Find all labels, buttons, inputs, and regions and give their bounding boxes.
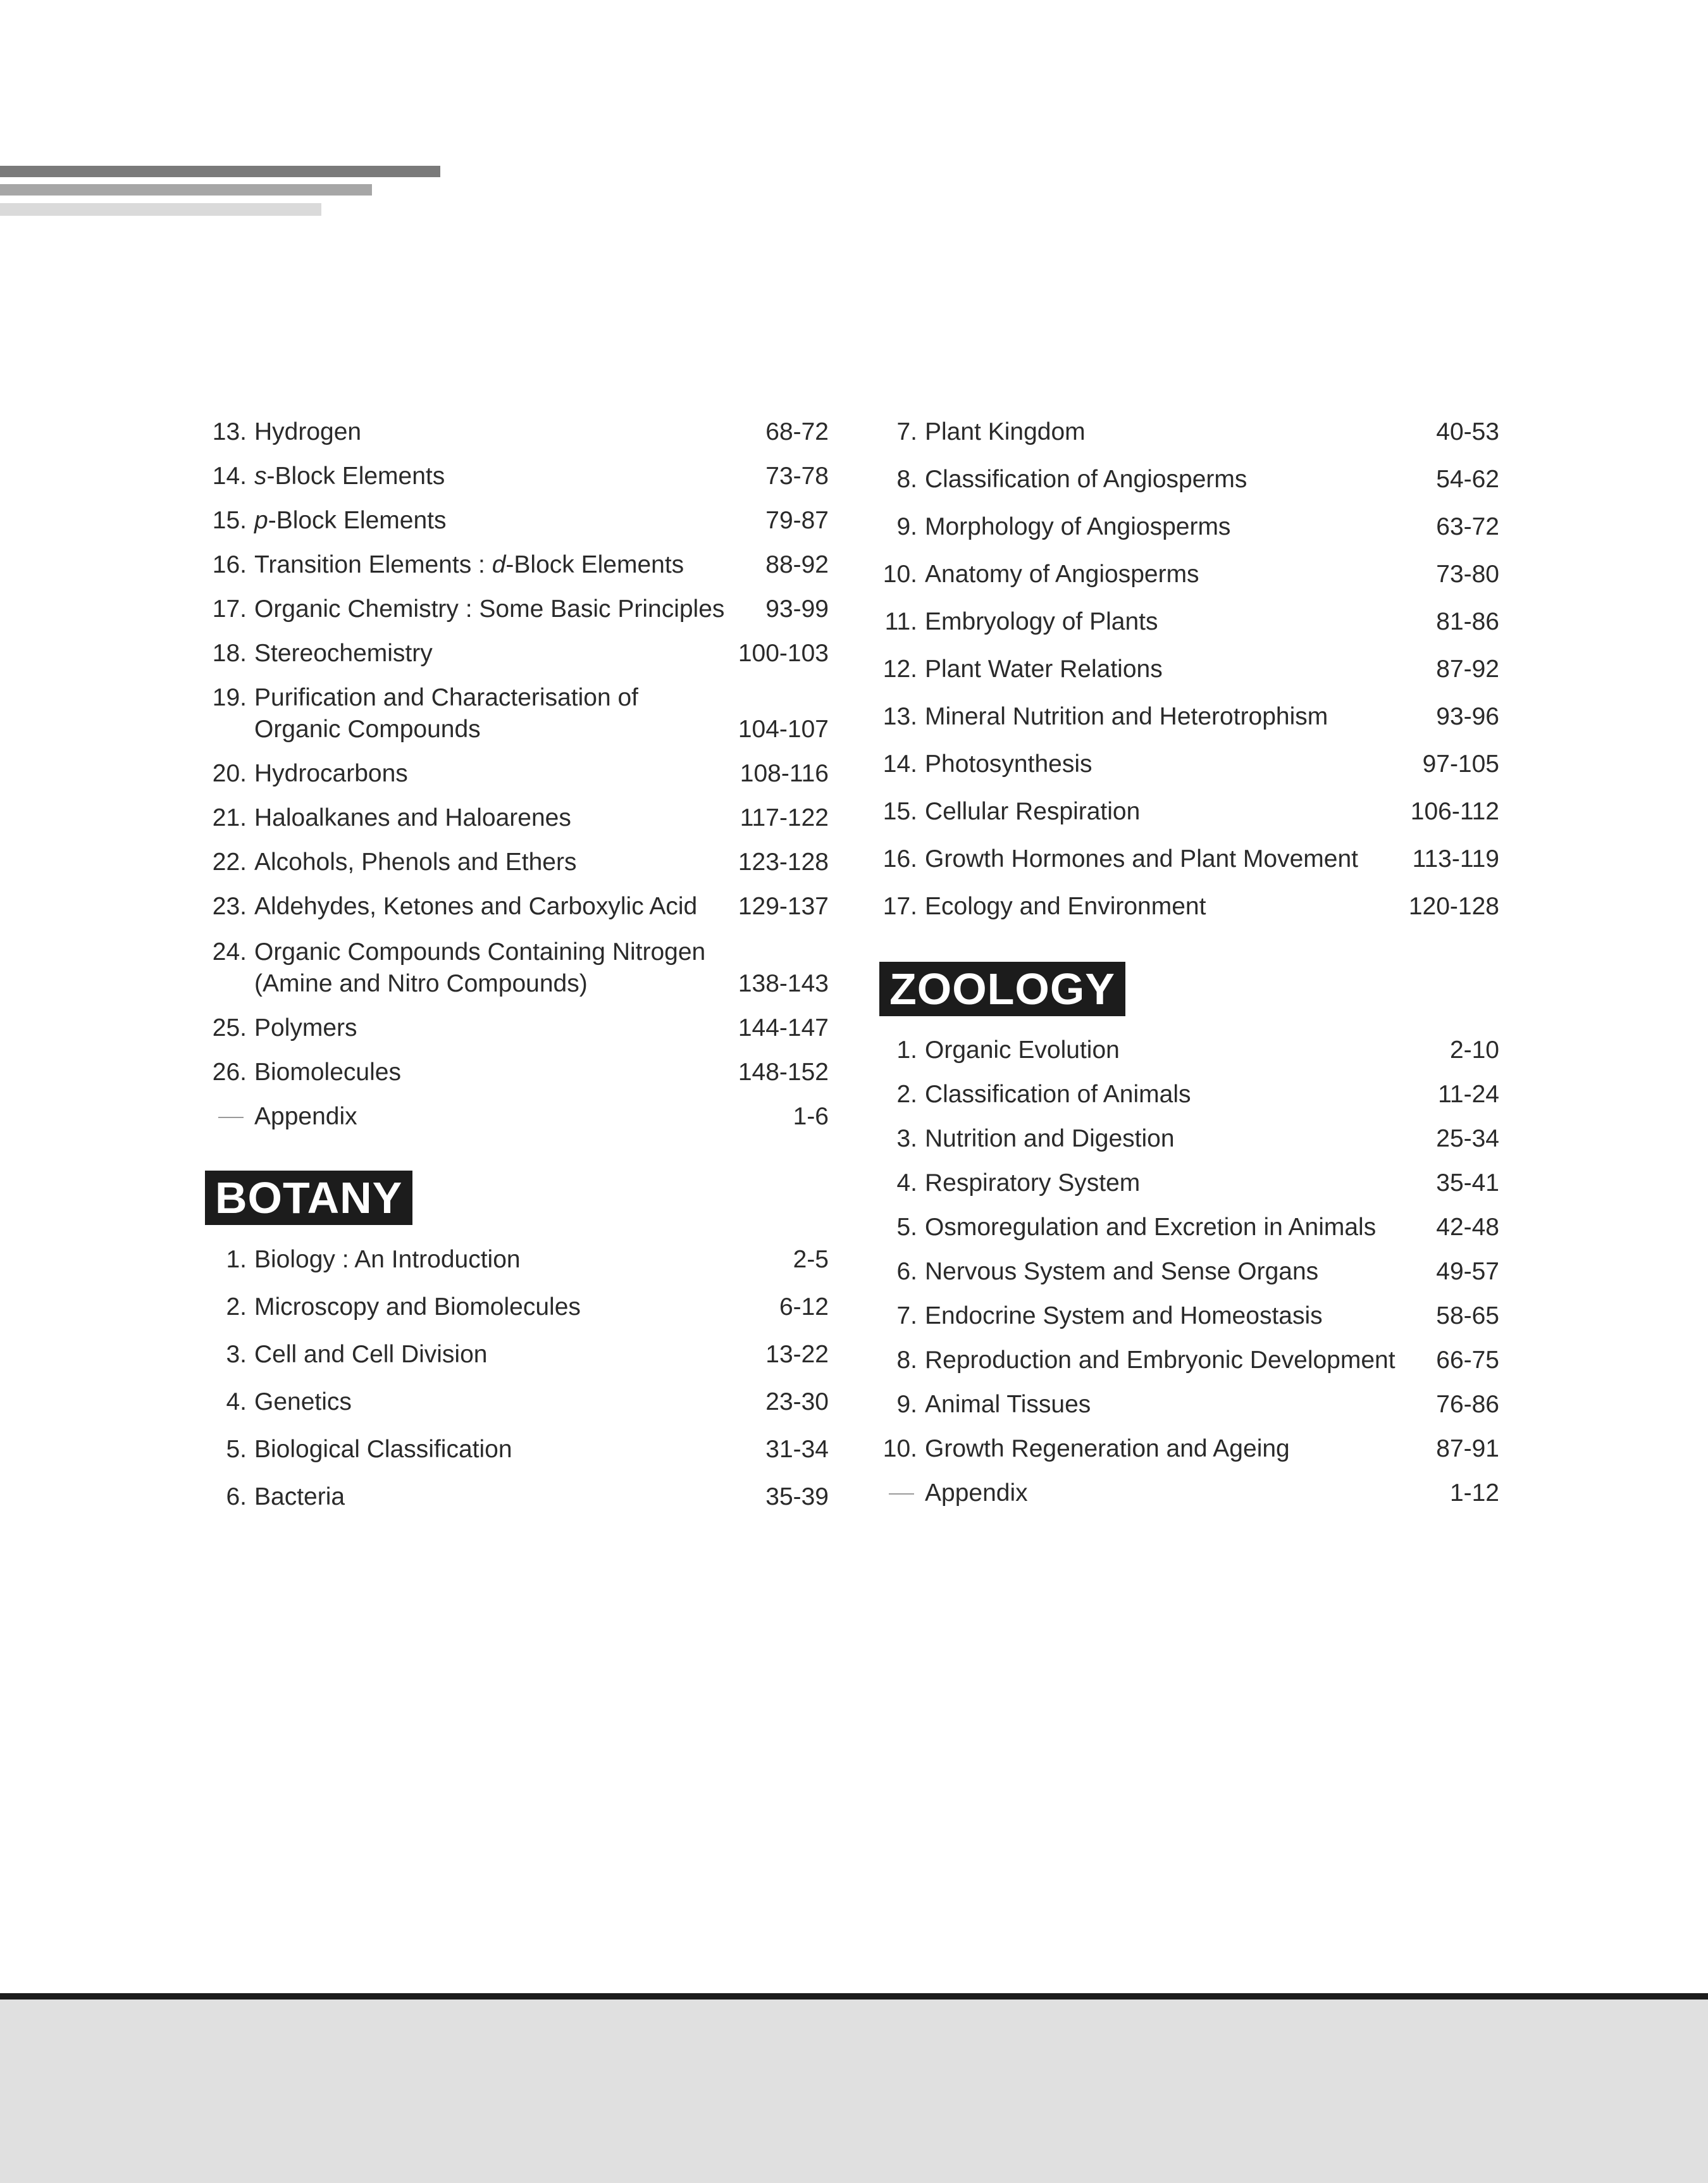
entry-title: Biomolecules	[254, 1059, 401, 1086]
entry-title: Growth Hormones and Plant Movement	[925, 845, 1358, 873]
entry-number: 7.	[896, 418, 917, 445]
entry-title	[254, 505, 446, 537]
entry-pages: 138-143	[738, 970, 829, 997]
entry-pages: 40-53	[1436, 418, 1499, 445]
entry-title-line: Purification and Characterisation of	[254, 684, 638, 711]
entry-title: Appendix	[925, 1479, 1028, 1507]
entry-number: 19.	[212, 684, 247, 711]
entry-title	[254, 936, 705, 1000]
entry-title-line: Organic Compounds Containing Nitrogen	[254, 938, 706, 966]
entry-pages: 87-91	[1436, 1435, 1499, 1462]
entry-pages: 81-86	[1436, 608, 1499, 635]
entry-number: 17.	[212, 595, 247, 623]
entry-pages: 106-112	[1410, 798, 1499, 825]
entry-title-italic: s	[254, 463, 267, 490]
entry-title: Respiratory System	[925, 1169, 1141, 1197]
section-heading-botany: BOTANY	[205, 1171, 412, 1225]
entry-title: Cellular Respiration	[925, 798, 1141, 825]
entry-number: 24.	[212, 938, 247, 966]
entry-pages: 97-105	[1422, 750, 1499, 778]
entry-pages: 87-92	[1436, 656, 1499, 683]
entry-number: 1.	[896, 1036, 917, 1064]
entry-title: Microscopy and Biomolecules	[254, 1293, 581, 1321]
entry-pages: 1-12	[1449, 1479, 1499, 1507]
entry-title: Nutrition and Digestion	[925, 1125, 1175, 1152]
entry-pages: 2-10	[1449, 1036, 1499, 1064]
entry-number: 4.	[226, 1388, 247, 1415]
entry-number: 25.	[212, 1014, 247, 1042]
entry-pages: 93-99	[765, 595, 829, 623]
entry-number: 13.	[212, 418, 247, 445]
entry-pages: 73-78	[765, 463, 829, 490]
entry-pages: 42-48	[1436, 1214, 1499, 1241]
entry-number: 6.	[896, 1258, 917, 1285]
entry-number: 6.	[226, 1483, 247, 1510]
entry-pages: 100-103	[738, 640, 829, 667]
entry-number: 8.	[896, 1346, 917, 1374]
entry-title: Growth Regeneration and Ageing	[925, 1435, 1290, 1462]
entry-pages: 6-12	[779, 1293, 829, 1321]
section-heading-zoology: ZOOLOGY	[879, 962, 1125, 1016]
entry-number: 20.	[212, 760, 247, 787]
entry-number: 15.	[882, 798, 917, 825]
entry-title: Photosynthesis	[925, 750, 1092, 778]
entry-title: Classification of Animals	[925, 1081, 1191, 1108]
entry-pages: 117-122	[740, 804, 829, 831]
entry-number: 14.	[212, 463, 247, 490]
em-dash-marker	[218, 1117, 244, 1118]
entry-pages: 54-62	[1436, 466, 1499, 493]
entry-title-line: (Amine and Nitro Compounds)	[254, 970, 588, 997]
entry-pages: 73-80	[1436, 561, 1499, 588]
entry-title: Bacteria	[254, 1483, 345, 1510]
entry-title: Alcohols, Phenols and Ethers	[254, 849, 577, 876]
entry-pages: 25-34	[1436, 1125, 1499, 1152]
entry-pages: 76-86	[1436, 1391, 1499, 1418]
entry-pages: 11-24	[1438, 1081, 1499, 1108]
entry-number: 21.	[212, 804, 247, 831]
entry-title	[254, 682, 638, 745]
entry-title: Plant Water Relations	[925, 656, 1163, 683]
entry-pages: 1-6	[793, 1103, 829, 1130]
header-decorative-bar-mid	[0, 184, 372, 196]
header-decorative-bar-dark	[0, 166, 440, 177]
entry-title: Stereochemistry	[254, 640, 433, 667]
entry-title-text: Transition Elements :	[254, 551, 492, 578]
entry-number: 12.	[882, 656, 917, 683]
entry-pages: 88-92	[765, 551, 829, 578]
entry-title: Hydrogen	[254, 418, 362, 445]
entry-pages: 63-72	[1436, 513, 1499, 540]
entry-pages: 104-107	[738, 716, 829, 743]
entry-title-italic: d	[492, 551, 506, 578]
entry-number: 17.	[882, 893, 917, 920]
entry-number: 23.	[212, 893, 247, 920]
entry-title: Ecology and Environment	[925, 893, 1206, 920]
entry-pages: 144-147	[738, 1014, 829, 1042]
entry-title	[254, 549, 684, 581]
entry-title: Biological Classification	[254, 1436, 512, 1463]
entry-title: Aldehydes, Ketones and Carboxylic Acid	[254, 893, 698, 920]
entry-title: Osmoregulation and Excretion in Animals	[925, 1214, 1377, 1241]
entry-number: 1.	[226, 1246, 247, 1273]
entry-title: Cell and Cell Division	[254, 1341, 488, 1368]
entry-number: 3.	[226, 1341, 247, 1368]
entry-pages: 123-128	[738, 849, 829, 876]
entry-pages: 31-34	[765, 1436, 829, 1463]
entry-number: 16.	[882, 845, 917, 873]
entry-number: 9.	[896, 1391, 917, 1418]
entry-title: Morphology of Angiosperms	[925, 513, 1231, 540]
entry-title	[254, 461, 445, 492]
entry-pages: 58-65	[1436, 1302, 1499, 1329]
entry-pages: 49-57	[1436, 1258, 1499, 1285]
entry-title: Reproduction and Embryonic Development	[925, 1346, 1395, 1374]
entry-number: 14.	[882, 750, 917, 778]
entry-number: 9.	[896, 513, 917, 540]
entry-title: Organic Chemistry : Some Basic Principles	[254, 595, 725, 623]
entry-title: Endocrine System and Homeostasis	[925, 1302, 1323, 1329]
entry-title: Haloalkanes and Haloarenes	[254, 804, 571, 831]
entry-number: 8.	[896, 466, 917, 493]
entry-title-text: -Block Elements	[266, 463, 445, 490]
entry-pages: 108-116	[740, 760, 829, 787]
footer-band	[0, 1993, 1708, 2183]
entry-pages: 23-30	[765, 1388, 829, 1415]
entry-title: Embryology of Plants	[925, 608, 1158, 635]
em-dash-marker	[889, 1493, 914, 1495]
entry-title: Mineral Nutrition and Heterotrophism	[925, 703, 1328, 730]
entry-number: 2.	[226, 1293, 247, 1321]
entry-pages: 129-137	[738, 893, 829, 920]
entry-number: 5.	[226, 1436, 247, 1463]
entry-pages: 66-75	[1436, 1346, 1499, 1374]
entry-title: Plant Kingdom	[925, 418, 1086, 445]
entry-number: 13.	[882, 703, 917, 730]
entry-pages: 79-87	[765, 507, 829, 534]
entry-pages: 113-119	[1412, 845, 1499, 873]
entry-title: Organic Evolution	[925, 1036, 1120, 1064]
entry-number: 7.	[896, 1302, 917, 1329]
entry-number: 18.	[212, 640, 247, 667]
entry-pages: 148-152	[738, 1059, 829, 1086]
entry-number: 26.	[212, 1059, 247, 1086]
entry-number: 4.	[896, 1169, 917, 1197]
entry-title: Polymers	[254, 1014, 357, 1042]
entry-pages: 68-72	[765, 418, 829, 445]
entry-number: 2.	[896, 1081, 917, 1108]
entry-number: 11.	[884, 608, 917, 635]
entry-number: 10.	[882, 1435, 917, 1462]
entry-title: Genetics	[254, 1388, 352, 1415]
entry-pages: 120-128	[1408, 893, 1499, 920]
entry-title-text: -Block Elements	[268, 507, 447, 534]
entry-pages: 2-5	[793, 1246, 829, 1273]
entry-pages: 35-39	[765, 1483, 829, 1510]
entry-title: Animal Tissues	[925, 1391, 1091, 1418]
entry-title-suffix: -Block Elements	[505, 551, 684, 578]
entry-pages: 13-22	[765, 1341, 829, 1368]
entry-title: Biology : An Introduction	[254, 1246, 521, 1273]
entry-title-line: Organic Compounds	[254, 716, 481, 743]
entry-title: Nervous System and Sense Organs	[925, 1258, 1319, 1285]
entry-number: 3.	[896, 1125, 917, 1152]
entry-pages: 93-96	[1436, 703, 1499, 730]
entry-title: Classification of Angiosperms	[925, 466, 1247, 493]
entry-number: 10.	[882, 561, 917, 588]
entry-number: 22.	[212, 849, 247, 876]
entry-pages: 35-41	[1436, 1169, 1499, 1197]
entry-number: 15.	[212, 507, 247, 534]
entry-number: 16.	[212, 551, 247, 578]
entry-number: 5.	[896, 1214, 917, 1241]
header-decorative-bar-light	[0, 203, 321, 216]
entry-title: Anatomy of Angiosperms	[925, 561, 1199, 588]
entry-title: Appendix	[254, 1103, 357, 1130]
entry-title-italic: p	[254, 507, 268, 534]
entry-title: Hydrocarbons	[254, 760, 408, 787]
